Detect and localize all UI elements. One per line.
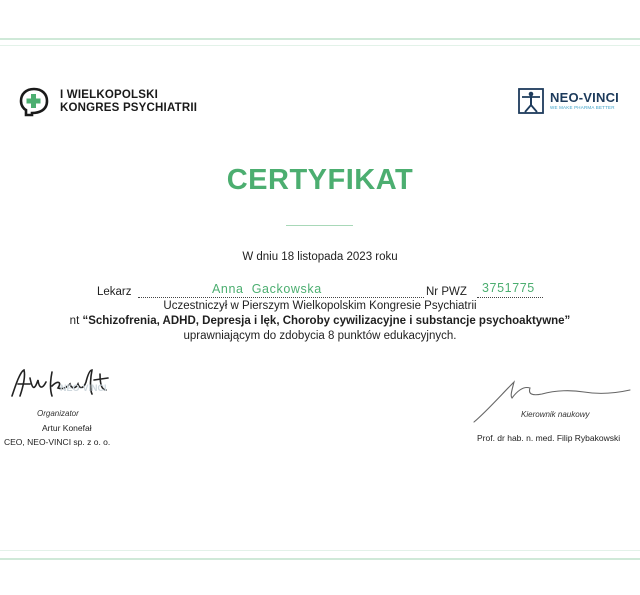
organizer-name: Artur Konefał [42, 423, 92, 433]
neo-vinci-tagline: WE MAKE PHARMA BETTER [550, 105, 615, 110]
certificate-title: CERTYFIKAT [226, 164, 414, 196]
vitruvian-man-icon [518, 88, 544, 114]
congress-logo-line2: KONGRES PSYCHIATRII [60, 102, 198, 114]
topic-line [0, 315, 640, 327]
neo-vinci-logo [518, 88, 619, 114]
bottom-border-line [0, 558, 640, 560]
topic-prefix: nt [69, 315, 80, 327]
doctor-label: Lekarz [97, 286, 132, 298]
bottom-border-line-inner [0, 550, 640, 551]
organizer-stamp: NEO-VINCI [60, 383, 107, 393]
congress-logo-line1: I WIELKOPOLSKI [60, 89, 158, 101]
pwz-label: Nr PWZ [426, 286, 467, 298]
neo-vinci-name: NEO-VINCI [550, 90, 619, 105]
date-line: W dniu 18 listopada 2023 roku [242, 251, 398, 263]
participation-line: Uczestniczył w Pierszym Wielkopolskim Kongresie Psychiatrii [163, 300, 477, 312]
top-border-line [0, 38, 640, 40]
organizer-title: CEO, NEO-VINCI sp. z o. o. [4, 437, 111, 447]
scientific-head-role: Kierownik naukowy [521, 410, 590, 419]
organizer-role: Organizator [37, 409, 79, 418]
doctor-name: Anna Gackowska [212, 282, 322, 296]
top-border-line-inner [0, 45, 640, 46]
head-cross-icon [18, 86, 50, 118]
topic-text: “Schizofrenia, ADHD, Depresja i lęk, Choroby cywilizacyjne i substancje psychoaktywne” [82, 315, 571, 327]
scientific-head-name: Prof. dr hab. n. med. Filip Rybakowski [477, 433, 621, 443]
title-divider [286, 225, 353, 226]
points-line: uprawniającym do zdobycia 8 punktów edukacyjnych. [183, 330, 457, 342]
congress-logo [18, 86, 197, 118]
pwz-number: 3751775 [482, 281, 535, 295]
